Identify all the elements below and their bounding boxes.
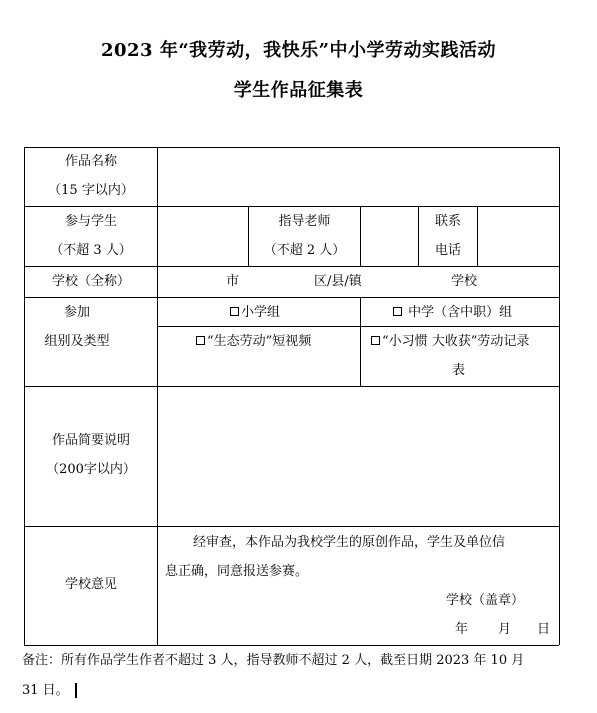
work-name-field[interactable]: [158, 148, 558, 206]
opinion-text-line2: 息正确，同意报送参赛。: [165, 564, 309, 579]
form-title-line2: 学生作品征集表: [233, 80, 364, 101]
district-label: 区/县/镇: [314, 274, 362, 289]
teacher-label: 指导老师: [278, 214, 331, 229]
teacher-field[interactable]: [361, 207, 418, 266]
contact-label: 联系: [434, 214, 461, 229]
video-type-option[interactable]: “生态劳动”短视频: [196, 327, 311, 357]
checkbox-icon[interactable]: [393, 307, 402, 316]
participants-label: 参与学生: [64, 214, 117, 229]
primary-group-option[interactable]: 小学组: [230, 298, 280, 328]
date-day-label: 日: [537, 622, 551, 637]
description-label: 作品简要说明: [51, 433, 130, 448]
checkbox-icon[interactable]: [196, 336, 205, 345]
participants-field[interactable]: [158, 207, 248, 266]
form-title-line1: 2023 年“我劳动，我快乐”中小学劳动实践活动: [100, 40, 497, 61]
group-label-2: 组别及类型: [44, 334, 110, 349]
text-cursor: [75, 683, 77, 698]
contact-field[interactable]: [478, 207, 559, 266]
work-name-limit: （15 字以内）: [48, 183, 134, 198]
contact-label-2: 电话: [434, 243, 461, 258]
table-rule: [24, 526, 559, 527]
date-month-label: 月: [498, 622, 512, 637]
table-rule: [360, 297, 361, 386]
date-year-label: 年: [455, 622, 469, 637]
school-name-label: 学校: [451, 274, 478, 289]
checkbox-icon[interactable]: [230, 307, 239, 316]
teacher-limit: （不超 2 人）: [263, 243, 346, 258]
participants-limit: （不超 3 人）: [50, 243, 132, 258]
school-seal-label: 学校（盖章）: [446, 593, 525, 608]
opinion-label: 学校意见: [64, 577, 117, 592]
description-limit: （200字以内）: [46, 462, 136, 477]
record-type-option-cont: 表: [452, 363, 466, 378]
school-label: 学校（全称）: [51, 274, 130, 289]
city-label: 市: [226, 274, 240, 289]
work-name-label: 作品名称: [64, 154, 117, 169]
middle-group-option[interactable]: 中学（含中职）组: [393, 298, 512, 328]
record-type-option[interactable]: “小习惯 大收获”劳动记录: [371, 327, 529, 357]
group-label: 参加: [63, 305, 90, 320]
note-line2: 31 日。: [22, 676, 77, 706]
table-border-right: [559, 147, 560, 645]
checkbox-icon[interactable]: [371, 336, 380, 345]
opinion-text-line1: 经审查，本作品为我校学生的原创作品，学生及单位信: [193, 535, 506, 550]
description-field[interactable]: [158, 387, 558, 526]
note-line1: 备注：所有作品学生作者不超过 3 人，指导教师不超过 2 人，截至日期 2023 年 10 月: [22, 653, 525, 668]
